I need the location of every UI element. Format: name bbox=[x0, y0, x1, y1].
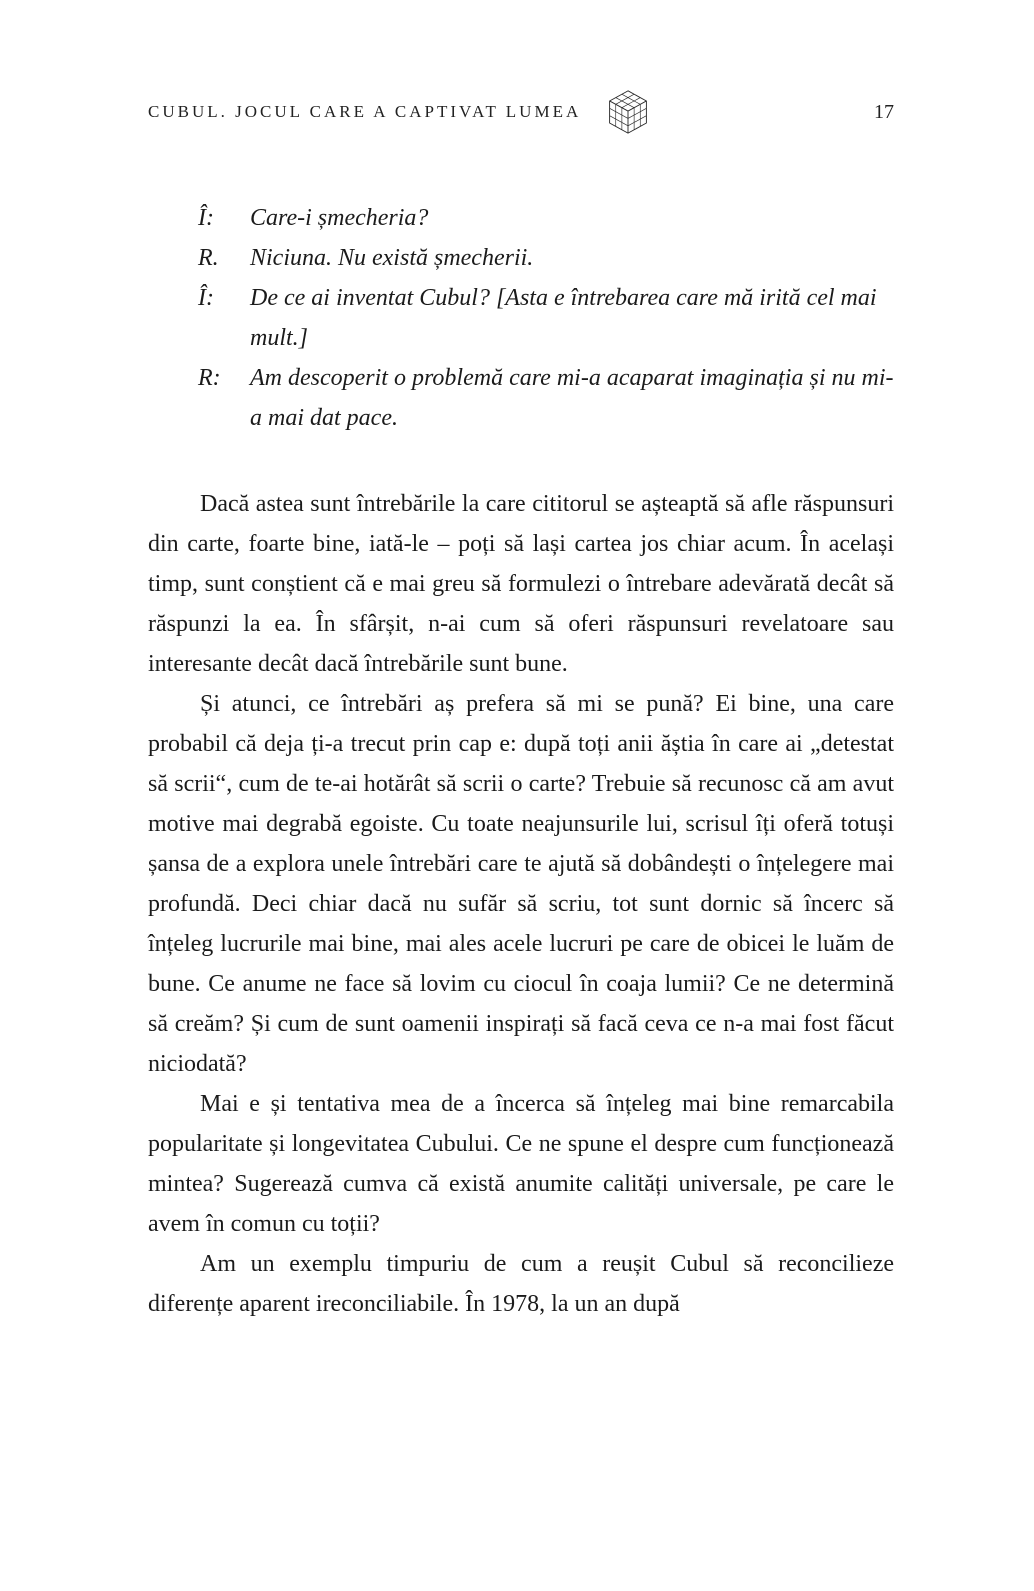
dialogue-text: De ce ai inventat Cubul? [Asta e întrebarea care mă irită cel mai mult.] bbox=[250, 285, 877, 351]
paragraph-1: Dacă astea sunt întrebările la care cititorul se așteaptă să afle răspunsuri din carte, foarte bine, iată-le – poți să lași cartea jos chiar acum. În același timp, sunt conștient că e mai greu să formulezi o întrebare adevărată decât să răspunzi la ea. În sfârșit, n-ai cum să oferi răspunsuri revelatoare sau interesante decât dacă întrebările sunt bune. bbox=[148, 491, 894, 677]
dialogue-speaker: R: bbox=[198, 365, 221, 391]
body-text bbox=[148, 484, 894, 1324]
cube-icon bbox=[605, 88, 651, 136]
page-header bbox=[148, 88, 894, 136]
dialogue-row bbox=[198, 278, 894, 358]
dialogue-text: Niciuna. Nu există șmecherii. bbox=[250, 245, 534, 271]
dialogue-speaker: R. bbox=[198, 245, 219, 271]
running-title: CUBUL. JOCUL CARE A CAPTIVAT LUMEA bbox=[148, 102, 582, 121]
dialogue-block bbox=[198, 198, 894, 438]
dialogue-text: Care-i șmecheria? bbox=[250, 205, 429, 231]
dialogue-row bbox=[198, 198, 894, 238]
dialogue-row bbox=[198, 358, 894, 438]
paragraph-3: Mai e și tentativa mea de a încerca să înțeleg mai bine remarcabila popularitate și longevitatea Cubului. Ce ne spune el despre cum funcționează mintea? Sugerează cumva că există anumite calități universale, pe care le avem în comun cu toții? bbox=[148, 1091, 894, 1237]
dialogue-text: Am descoperit o problemă care mi-a acaparat imaginația și nu mi-a mai dat pace. bbox=[250, 365, 894, 431]
dialogue-speaker: Î: bbox=[198, 285, 214, 311]
paragraph-2: Și atunci, ce întrebări aș prefera să mi se pună? Ei bine, una care probabil că deja ți-a trecut prin cap e: după toți anii ăștia în care ai „detestat să scrii“, cum de te-ai hotărât să scrii o carte? Trebuie să recunosc că am avut motive mai degrabă egoiste. Cu toate neajunsurile lui, scrisul îți oferă totuși șansa de a explora unele întrebări care te ajută să dobândești o înțelegere mai profundă. Deci chiar dacă nu sufăr să scriu, tot sunt dornic să încerc să înțeleg lucrurile mai bine, mai ales acele lucruri pe care de obicei le luăm de bune. Ce anume ne face să lovim cu ciocul în coaja lumii? Ce ne determină să creăm? Și cum de sunt oamenii inspirați să facă ceva ce n-a mai fost făcut niciodată? bbox=[148, 691, 894, 1077]
paragraph-4: Am un exemplu timpuriu de cum a reușit Cubul să reconcilieze diferențe aparent ireconciliabile. În 1978, la un an după bbox=[148, 1251, 894, 1317]
dialogue-row bbox=[198, 238, 894, 278]
dialogue-speaker: Î: bbox=[198, 205, 214, 231]
page-number: 17 bbox=[874, 100, 894, 123]
